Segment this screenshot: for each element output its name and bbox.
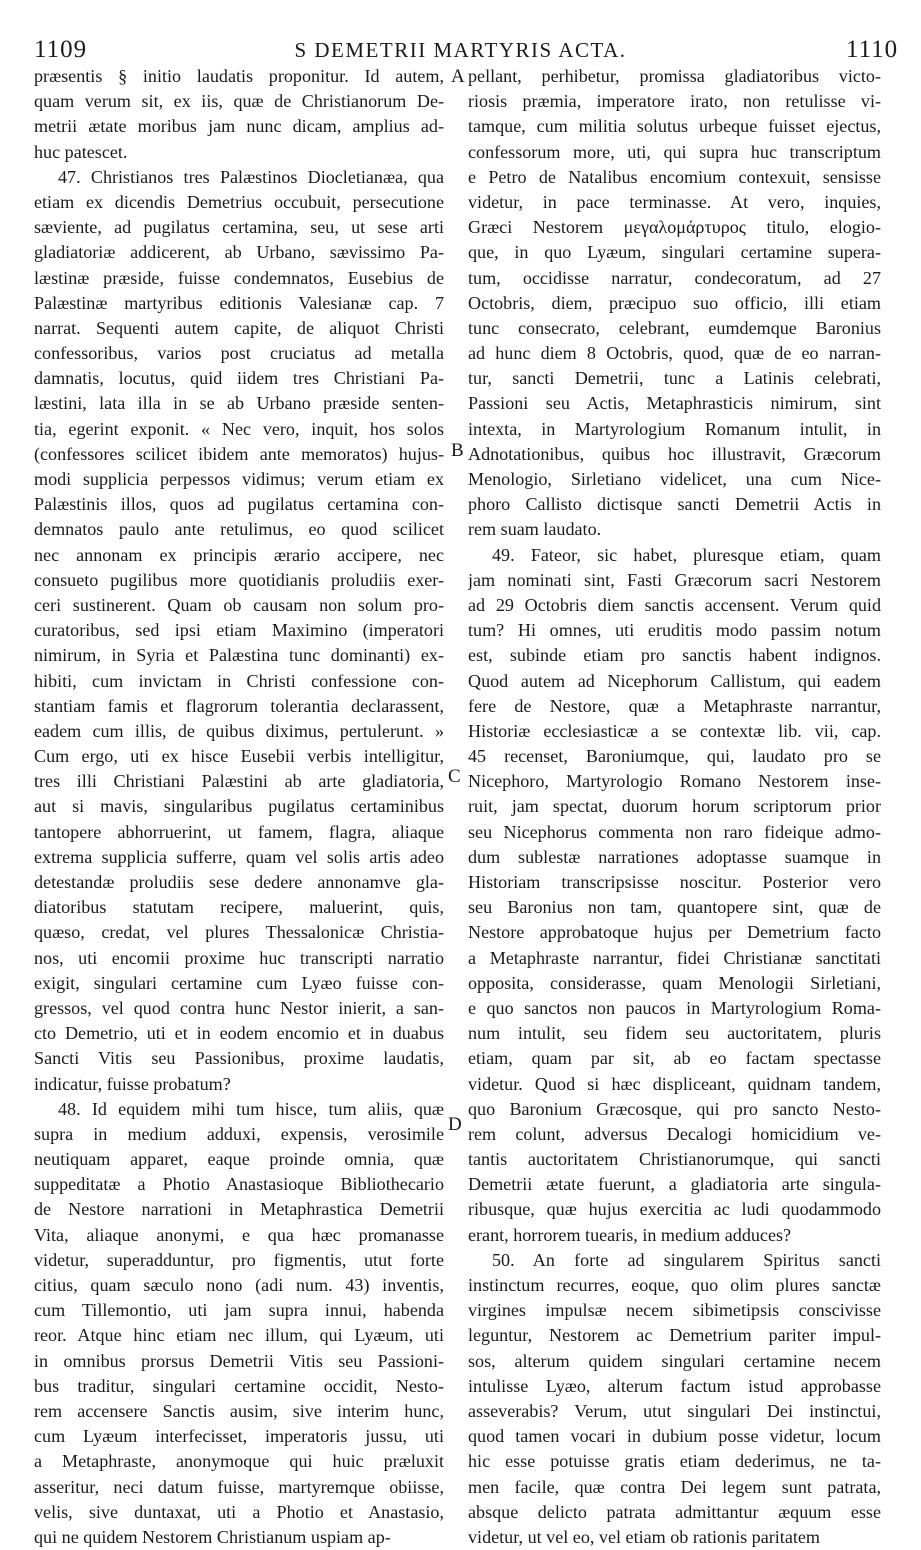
text-line: 47. Christianos tres Palæstinos Diocletianæa, qua: [58, 166, 444, 187]
text-line: gladiatoriæ addicerent, ab Urbano, sævissimo Pa-: [34, 242, 444, 263]
text-line: consueto pugilibus more quotidianis proludiis exer-: [34, 569, 444, 590]
text-line: suppeditatæ a Photio Anastasioque Bibliothecario: [34, 1174, 444, 1195]
text-line: modi supplicia perpessos vidimus; verum etiam ex: [34, 469, 444, 489]
running-title: S DEMETRII MARTYRIS ACTA.: [294, 38, 627, 62]
text-line: confessorum more, uti, qui supra huc transcriptum: [468, 141, 881, 162]
text-line: instinctum recurres, eoque, quo olim plures sanctæ: [468, 1275, 881, 1295]
text-line: videtur, ut vel eo, vel etiam ob rationis paritatem: [468, 1526, 820, 1547]
text-line: Palæstinæ martyribus editionis Valesianæ cap. 7: [34, 292, 444, 313]
text-line: ribusque, quæ hujus exercitia ac ludi quodammodo: [468, 1199, 881, 1220]
text-line: ceri sustinerent. Quam ob causam non solum pro-: [34, 594, 444, 615]
text-line: Græci Nestorem μεγαλομάρτυρος titulo, elogio-: [468, 217, 881, 238]
text-line: narrat. Sequenti autem capite, de aliquot Christi: [34, 317, 444, 338]
left-column: [34, 64, 444, 1550]
text-line: tres illi Christiani Palæstini ab arte gladiatoria,: [34, 771, 444, 792]
text-line: exigit, singulari certamine cum Lyæo fuisse con-: [34, 972, 444, 993]
text-line: læstini, lata illa in se ab Urbano præside senten-: [34, 393, 444, 414]
text-line: a Metaphraste, anonymoque qui huic præluxit: [34, 1451, 444, 1472]
text-line: seu Baronius non tam, quantopere sint, quæ de: [468, 897, 881, 918]
text-line: riosis præmia, imperatore irato, non retulisse vi-: [468, 91, 881, 112]
text-line: cto Demetrio, uti et in eodem encomio et in duabus: [34, 1023, 444, 1044]
text-line: tum? Hi omnes, uti eruditis modo passim notum: [468, 620, 881, 641]
page-number-left: 1109: [34, 36, 88, 63]
text-line: phoro Callisto dictisque sancti Demetrii Actis in: [468, 494, 881, 515]
text-line: stantiam famis et flagrorum tolerantia declarassent,: [34, 695, 444, 716]
text-line: num intulit, seu fidem seu auctoritatem, pluris: [468, 1023, 881, 1044]
text-line: Nestore approbatoque hujus per Demetrium facto: [468, 922, 881, 943]
text-line: etiam ex dicendis Demetrius occubuit, persecutione: [34, 191, 444, 212]
text-line: confessoribus, varios post cruciatus ad metalla: [34, 343, 444, 364]
text-line: videtur. Quod si hæc displiceant, quidnam tandem,: [468, 1073, 881, 1094]
text-line: nos, uti encomii proxime huc transcripti narratio: [34, 947, 444, 968]
text-line: detestandæ proludiis sese dedere annonamve gla-: [34, 872, 444, 892]
text-line: quod tamen vocari in dubium posse videtur, locum: [468, 1426, 881, 1447]
text-line: etiam, quam par sit, ab eo factam spectasse: [468, 1048, 881, 1069]
text-line: diatoribus statutam recipere, maluerint, quis,: [34, 897, 444, 918]
text-line: tia, egerint exponit. « Nec vero, inquit, hos solos: [34, 418, 444, 439]
text-line: rem accensere Sanctis ausim, sive interim hunc,: [34, 1400, 444, 1421]
text-line: leguntur, Nestorem ac Demetrium pariter impul-: [468, 1325, 881, 1346]
text-line: Menologio, Sirletiano videlicet, una cum Nice-: [468, 469, 881, 489]
text-line: extrema supplicia sufferre, quam vel solis artis adeo: [34, 846, 444, 867]
text-line: sos, alterum quidem singulari certamine necem: [468, 1350, 881, 1371]
text-line: 48. Id equidem mihi tum hisce, tum aliis, quæ: [58, 1098, 444, 1119]
text-line: in omnibus prorsus Demetrii Vitis seu Passioni-: [34, 1350, 444, 1371]
text-line: e Petro de Natalibus encomium contexuit, sensisse: [468, 166, 881, 187]
text-line: videtur, superadduntur, pro figmentis, utut forte: [34, 1249, 444, 1270]
text-line: rem colunt, adversus Decalogi homicidium ve-: [468, 1123, 881, 1144]
text-line: Nicephoro, Martyrologio Romano Nestorem inse-: [468, 771, 881, 792]
text-line: 50. An forte ad singularem Spiritus sancti: [492, 1249, 881, 1270]
text-line: e quo sanctos non paucos in Martyrologium Roma-: [468, 997, 881, 1018]
text-line: intexta, in Martyrologium Romanum intulit, in: [468, 418, 881, 439]
text-line: bus traditur, singulari certamine occidit, Nesto-: [34, 1375, 444, 1396]
text-line: fere de Nestore, quæ a Metaphraste narrantur,: [468, 695, 881, 716]
text-line: ad 29 Octobris diem sanctis accensent. Verum quid: [468, 594, 881, 615]
text-line: erant, horrorem tuearis, in medium adduces?: [468, 1224, 792, 1245]
text-line: opposita, considerasse, quam Menologii Sirletiani,: [468, 972, 881, 993]
text-line: Sancti Vitis seu Passionibus, proxime laudatis,: [34, 1048, 444, 1069]
text-line: demnatos paulo ante retulimus, eo quod scilicet: [34, 519, 444, 540]
text-line: quo Baronium Græcosque, qui pro sancto Nesto-: [468, 1098, 881, 1119]
text-line: pellant, perhibetur, promissa gladiatoribus victo-: [468, 66, 881, 86]
text-line: qui ne quidem Nestorem Christianum uspiam ap-: [34, 1526, 391, 1547]
text-line: quæso, credat, vel plures Thessalonicæ Christia-: [34, 922, 444, 943]
text-line: jam nominati sint, Fasti Græcorum sacri Nestorem: [468, 569, 881, 590]
text-line: supra in medium adduxi, expensis, verosimile: [34, 1123, 444, 1144]
text-line: hic esse potuisse gratis etiam dederimus, ne ta-: [468, 1451, 881, 1472]
text-line: Vita, aliaque anonymi, e qua hæc promanasse: [34, 1224, 444, 1245]
text-line: neutiquam apparet, eaque proinde omnia, quæ: [34, 1149, 444, 1170]
text-line: præsentis § initio laudatis proponitur. Id autem,: [34, 66, 444, 86]
text-line: velis, sive duntaxat, uti a Photio et Anastasio,: [34, 1501, 444, 1522]
text-line: absque delicto patrata admittantur æquum esse: [468, 1501, 881, 1522]
text-line: seu Nicephorus commenta non raro fideique admo-: [468, 821, 881, 842]
margin-mark-a: A: [451, 66, 465, 87]
text-line: men facile, quæ contra Dei legem sunt patrata,: [468, 1476, 881, 1497]
text-line: tantis auctoritatem Christianorumque, qui sancti: [468, 1149, 881, 1170]
text-line: intulisse Lyæo, alterum factum istud approbasse: [468, 1375, 881, 1396]
text-line: nec annonam ex principis ærario accipere, nec: [34, 544, 444, 565]
text-line: damnatis, locutus, quid iidem tres Christiani Pa-: [34, 368, 444, 389]
text-line: ruit, jam spectat, duorum horum scriptorum prior: [468, 796, 881, 817]
text-line: citius, quam sæculo nono (adi num. 43) inventis,: [34, 1275, 444, 1295]
text-line: que, in quo Lyæum, singulari certamine supera-: [468, 242, 881, 263]
text-line: huc patescet.: [34, 141, 128, 162]
page-number-right: 1110: [846, 36, 899, 63]
margin-mark-b: B: [451, 440, 464, 461]
text-line: gressos, vel quod contra hunc Nestor inierit, a san-: [34, 997, 444, 1018]
text-line: curatoribus, sed ipsi etiam Maximino (imperatori: [34, 620, 444, 641]
text-line: Cum ergo, uti ex hisce Eusebii verbis intelligitur,: [34, 746, 444, 767]
text-line: 45 recenset, Baroniumque, qui, laudato pro se: [468, 746, 881, 767]
margin-mark-c: C: [448, 766, 461, 787]
text-line: ad hunc diem 8 Octobris, quod, quæ de eo narran-: [468, 343, 881, 364]
text-line: cum Lyæum interfecisset, imperatoris jussu, uti: [34, 1426, 444, 1447]
text-line: Passioni seu Actis, Metaphrasticis nimirum, sint: [468, 393, 881, 414]
text-line: asseverabis? Verum, utut singulari Dei instinctui,: [468, 1400, 881, 1421]
text-line: Adnotationibus, quibus hoc illustravit, Græcorum: [468, 443, 881, 464]
text-line: de Nestore narrationi in Metaphrastica Demetrii: [34, 1199, 444, 1220]
text-line: reor. Atque hinc etiam nec illum, qui Lyæum, uti: [34, 1325, 444, 1346]
text-line: videtur, in pace terminasse. At vero, inquies,: [468, 191, 881, 212]
text-line: tur, sancti Demetrii, tunc a Latinis celebrati,: [468, 368, 881, 389]
text-line: metrii ætate moribus jam nunc dicam, amplius ad-: [34, 116, 444, 137]
text-line: 49. Fateor, sic habet, pluresque etiam, quam: [492, 544, 881, 565]
text-line: a Metaphraste narrantur, fidei Christianæ sanctitati: [468, 947, 881, 968]
text-line: Historiam transcripsisse noscitur. Posterior vero: [468, 872, 881, 892]
text-line: Historiæ ecclesiasticæ a se contextæ lib. vii, cap.: [468, 720, 881, 741]
text-line: hibiti, cum invictam in Christi confessione con-: [34, 670, 444, 691]
text-line: quam verum sit, ex iis, quæ de Christianorum De-: [34, 91, 444, 112]
page-header: [0, 36, 921, 66]
text-line: indicatur, fuisse probatum?: [34, 1073, 231, 1094]
text-line: asseritur, neci datum fuisse, martyremque obiisse,: [34, 1476, 444, 1497]
text-line: tunc consecrato, celebrant, eumdemque Baronius: [468, 317, 881, 338]
text-line: tamque, cum militia solutus urbeque fuisset ejectus,: [468, 116, 881, 137]
text-line: Demetrii ætate fuerunt, a gladiatoria arte singula-: [468, 1174, 881, 1195]
text-line: cum Tillemontio, uti jam supra innui, habenda: [34, 1300, 444, 1321]
text-line: nimirum, in Syria et Palæstina tunc dominanti) ex-: [34, 645, 444, 666]
right-column: [468, 64, 881, 1550]
text-line: Octobris, diem, præcipuo suo officio, illi etiam: [468, 292, 881, 313]
margin-mark-d: D: [448, 1114, 462, 1135]
text-line: sæviente, ad pugilatus certamina, seu, ut sese arti: [34, 217, 444, 238]
text-line: læstinæ præside, fuisse condemnatos, Eusebius de: [34, 267, 444, 288]
text-line: virgines impulsæ necem sibimetipsis conscivisse: [468, 1300, 881, 1321]
text-line: rem suam laudato.: [468, 519, 602, 540]
text-line: dum sublestæ narrationes adoptasse suamque in: [468, 846, 881, 867]
text-line: eadem cum illis, de quibus diximus, pertulerunt. »: [34, 720, 444, 741]
text-line: est, subinde etiam pro sanctis habent indignos.: [468, 645, 881, 666]
text-line: Palæstinis illos, quos ad pugilatus certamina con-: [34, 494, 444, 515]
text-line: Quod autem ad Nicephorum Callistum, qui eadem: [468, 670, 881, 691]
text-line: aut si mavis, singularibus pugilatus certaminibus: [34, 796, 444, 817]
text-line: tum, occidisse narratur, condecoratum, ad 27: [468, 267, 881, 288]
text-line: tantopere abhorruerint, ut famem, flagra, aliaque: [34, 821, 444, 842]
text-line: (confessores scilicet ibidem ante memoratos) hujus-: [34, 443, 444, 464]
